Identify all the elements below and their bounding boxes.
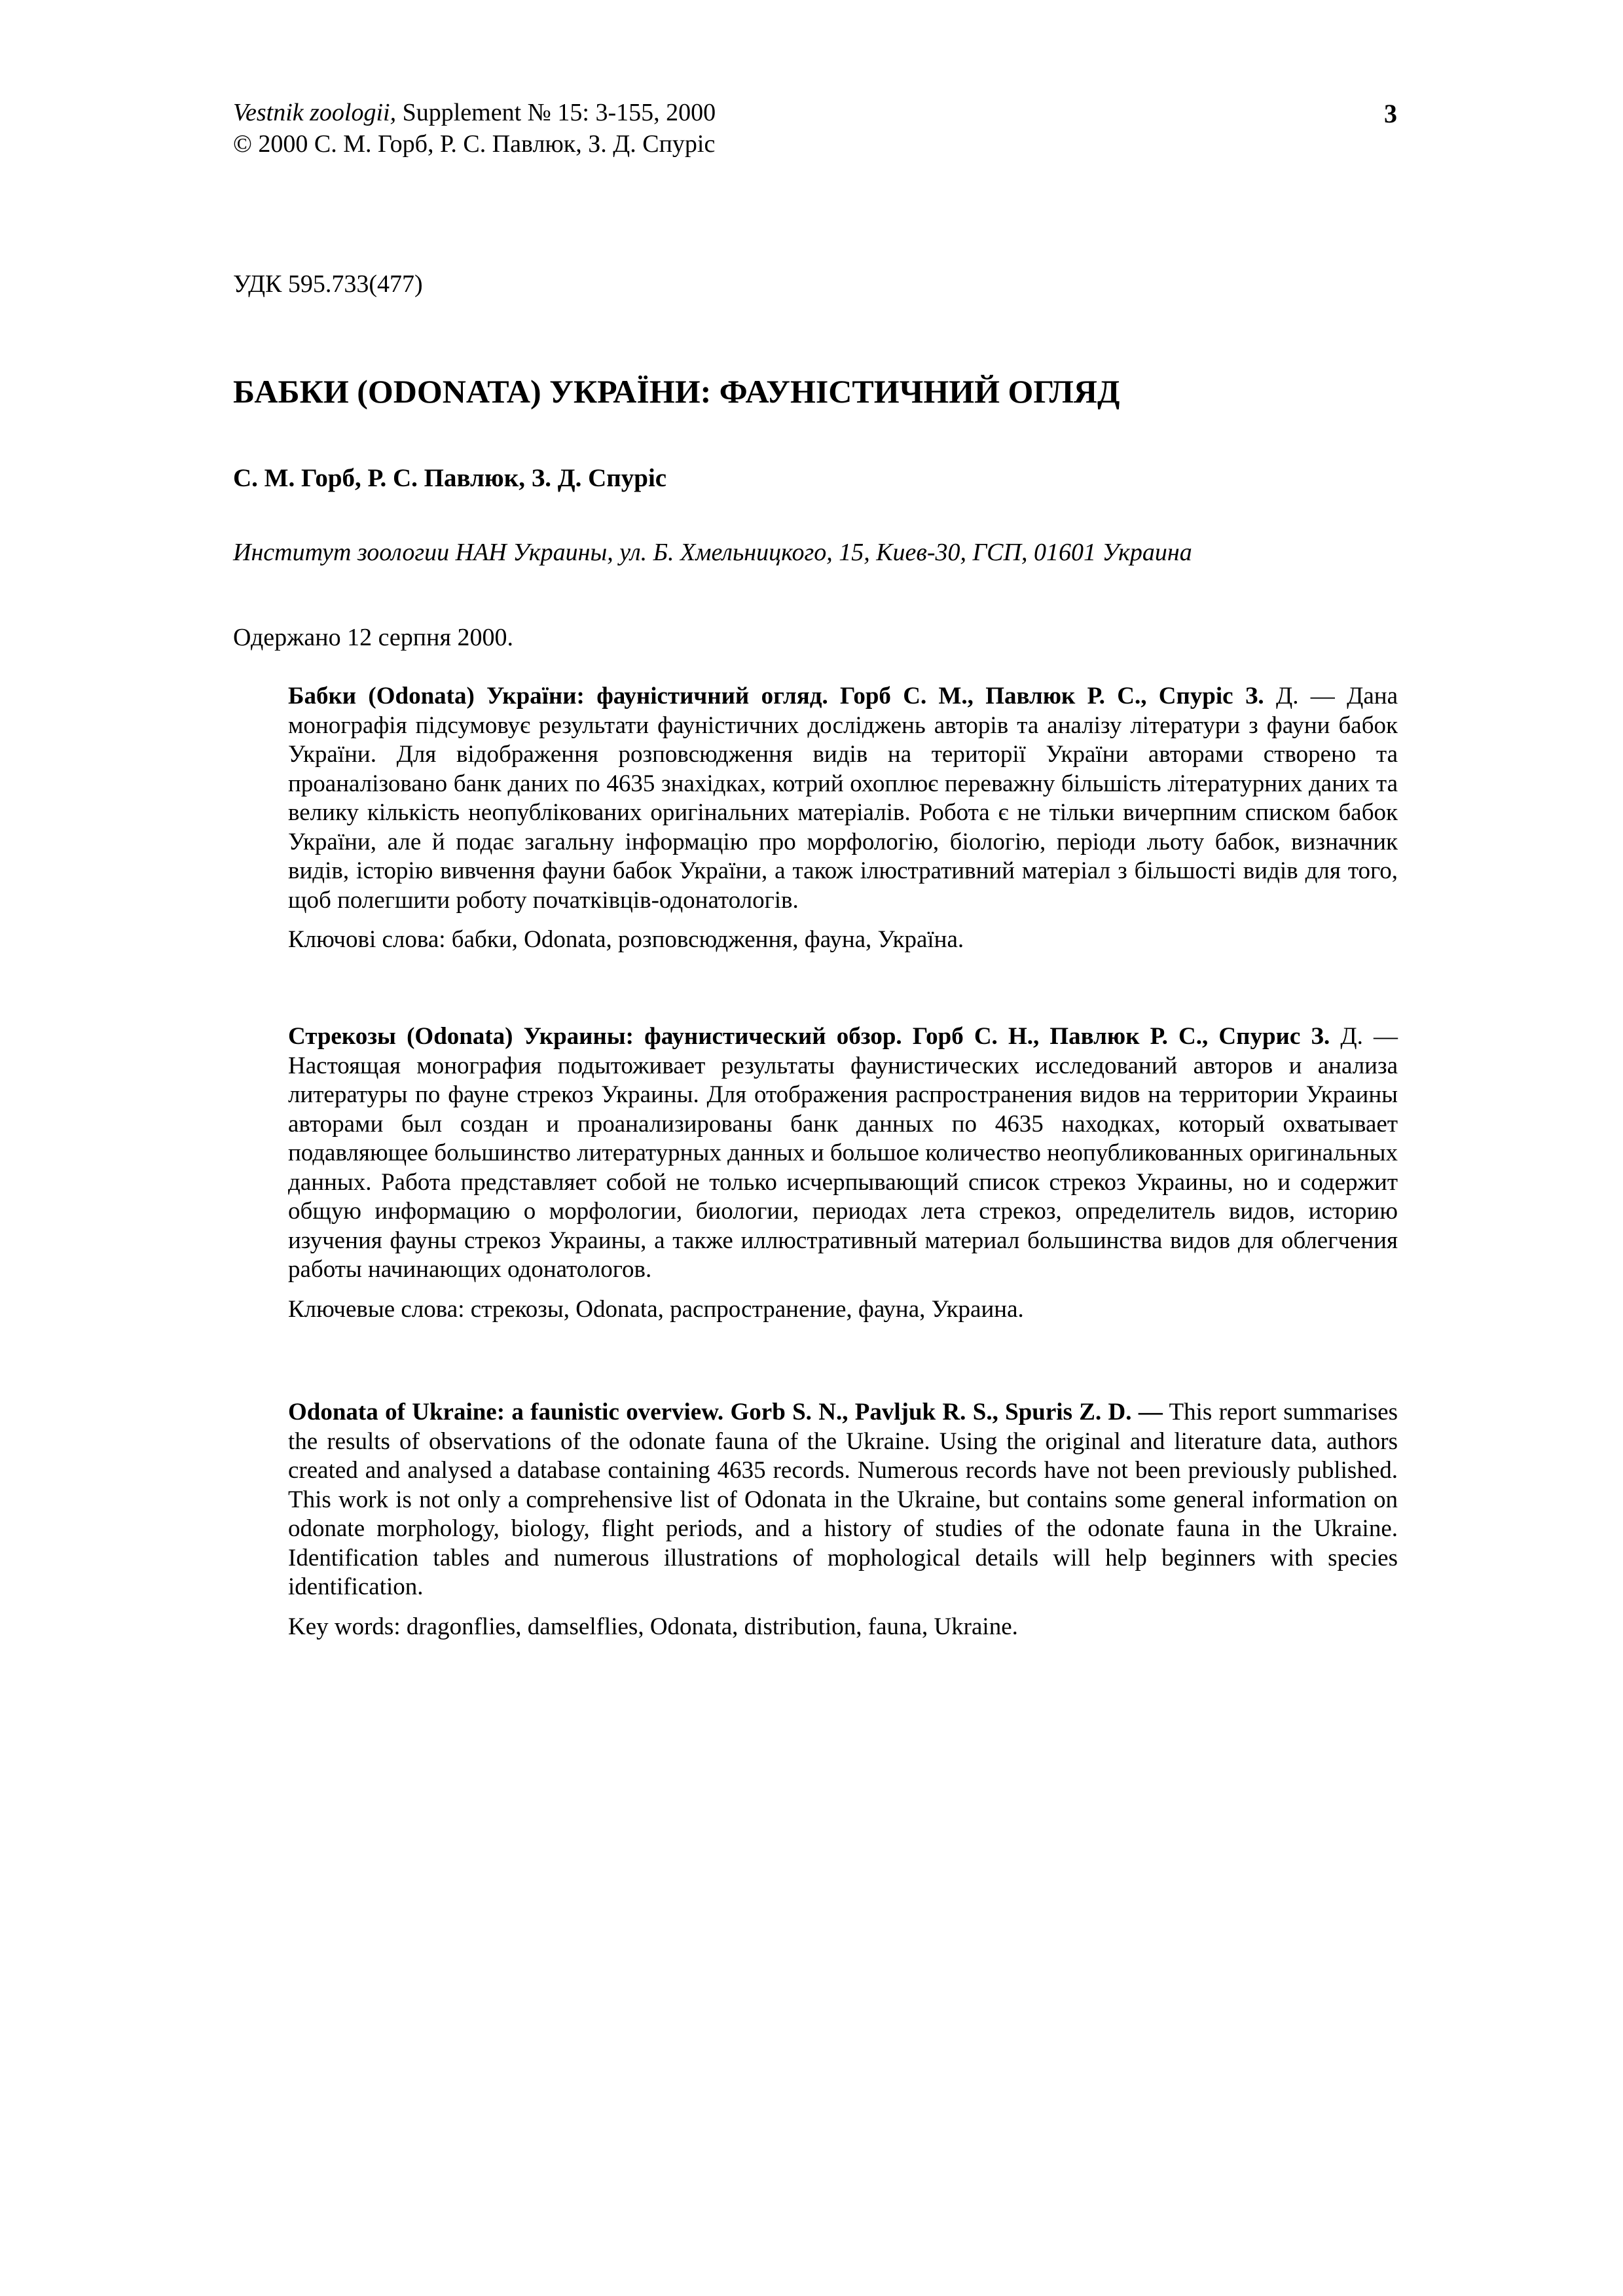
abstract-ukrainian-body: Д. — Дана монографія підсумовує результати фауністичних досліджень авторів та аналізу літератури з фауни бабок України. Для відображення розповсюдження видів на території України авторами створено та проаналізовано банк даних по 4635 знахідках, котрий охоплює переважну більшість літературних даних та велику кількість неопублікованих оригінальних матеріалів. Робота є не тільки вичерпним списком бабок України, але й подає загальну інформацію про морфологію, біологію, періоди льоту бабок, визначник видів, історію вивчення фауни бабок України, а також ілюстративний матеріал з більшості видів для того, щоб полегшити роботу початківців-одонатологів.: [288, 683, 1398, 914]
abstract-english-heading: Odonata of Ukraine: a faunistic overview. Gorb S. N., Pavljuk R. S., Spuris Z. D. —: [288, 1399, 1163, 1426]
page-number: 3: [1384, 99, 1397, 128]
abstract-english: [288, 1398, 1398, 1641]
keywords-english: Key words: dragonflies, damselflies, Odonata, distribution, fauna, Ukraine.: [288, 1613, 1018, 1640]
abstract-ukrainian-heading: Бабки (Odonata) України: фауністичний огляд. Горб С. М., Павлюк Р. С., Спуріс З.: [288, 683, 1264, 709]
journal-supplement: Supplement № 15: 3-155, 2000: [396, 99, 716, 126]
received-date: Одержано 12 серпня 2000.: [233, 624, 513, 651]
paper-title: БАБКИ (ODONATA) УКРАЇНИ: ФАУНІСТИЧНИЙ ОГЛЯД: [233, 373, 1120, 410]
keywords-ukrainian: Ключові слова: бабки, Odonata, розповсюдження, фауна, Україна.: [288, 926, 964, 953]
udk-code: УДК 595.733(477): [233, 270, 423, 298]
abstract-russian-text: [288, 1022, 1398, 1285]
abstract-ukrainian: [288, 682, 1398, 955]
journal-citation: [233, 97, 716, 128]
keywords-russian: Ключевые слова: стрекозы, Odonata, распространение, фауна, Украина.: [288, 1295, 1024, 1323]
authors: С. М. Горб, Р. С. Павлюк, З. Д. Спуріс: [233, 464, 667, 492]
abstract-russian: [288, 1022, 1398, 1324]
affiliation: Институт зоологии НАН Украины, ул. Б. Хмельницкого, 15, Киев-30, ГСП, 01601 Украина: [233, 539, 1192, 566]
copyright-line: © 2000 С. М. Горб, Р. С. Павлюк, З. Д. Спуріс: [233, 130, 716, 158]
abstract-ukrainian-text: [288, 682, 1398, 915]
journal-name: Vestnik zoologii,: [233, 99, 397, 126]
abstract-english-body: This report summarises the results of observations of the odonate fauna of the Ukraine. Using the original and literature data, authors created and analysed a database containing 4635 records. Numerous records have not been previously published. This work is not only a comprehensive list of Odonata in the Ukraine, but contains some general information on odonate morphology, biology, flight periods, and a history of studies of the odonate fauna in the Ukraine. Identification tables and numerous illustrations of mophological details will help beginners with species identification.: [288, 1399, 1398, 1600]
abstract-english-text: [288, 1398, 1398, 1602]
abstract-russian-body: Д. — Настоящая монография подытоживает результаты фаунистических исследований авторов и анализа литературы по фауне стрекоз Украины. Для отображения распространения видов на территории Украины авторами был создан и проанализированы банк данных по 4635 находках, который охватывает подавляющее большинство литературных данных и большое количество неопубликованных оригинальных данных. Работа представляет собой не только исчерпывающий список стрекоз Украины, но и содержит общую информацию о морфологии, биологии, периодах лета стрекоз, определитель видов, историю изучения фауны стрекоз Украины, а также иллюстративный материал большинства видов для облегчения работы начинающих одонатологов.: [288, 1023, 1398, 1283]
abstract-russian-heading: Стрекозы (Odonata) Украины: фаунистический обзор. Горб С. Н., Павлюк Р. С., Спурис З.: [288, 1023, 1330, 1050]
